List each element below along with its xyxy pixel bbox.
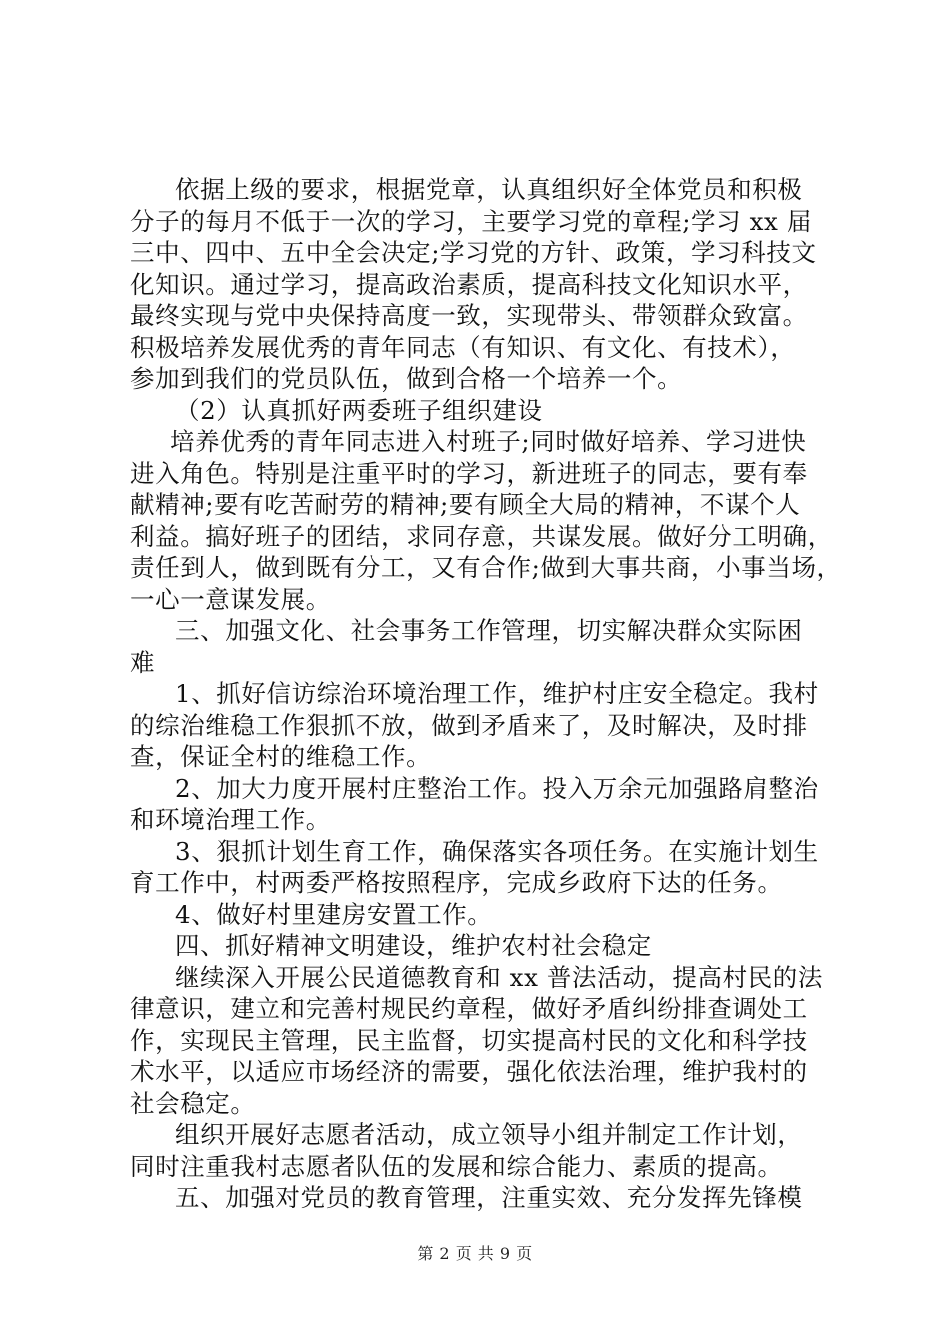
section-heading: 五、加强对党员的教育管理，注重实效、充分发挥先锋模: [175, 1183, 803, 1212]
section-heading: （2）认真抓好两委班子组织建设: [175, 395, 543, 425]
section-heading: 三、加强文化、社会事务工作管理，切实解决群众实际困: [175, 616, 803, 645]
text-line: 依据上级的要求，根据党章，认真组织好全体党员和积极: [175, 175, 803, 204]
text-line: 化知识。通过学习，提高政治素质，提高科技文化知识水平，: [130, 269, 808, 299]
text-line: 参加到我们的党员队伍，做到合格一个培养一个。: [130, 364, 683, 393]
page-footer: 第 2 页 共 9 页: [417, 1244, 533, 1263]
text-line: 查，保证全村的维稳工作。: [130, 742, 432, 771]
text-line: 利益。搞好班子的团结，求同存意，共谋发展。做好分工明确，: [130, 521, 833, 551]
text-line: 责任到人，做到既有分工，又有合作;做到大事共商，小事当场，: [130, 553, 842, 582]
text-line: 进入角色。特别是注重平时的学习，新进班子的同志，要有奉: [130, 458, 808, 488]
text-line: 组织开展好志愿者活动，成立领导小组并制定工作计划，: [175, 1120, 803, 1149]
text-line: 4、做好村里建房安置工作。: [175, 899, 493, 929]
text-line: 术水平，以适应市场经济的需要，强化依法治理，维护我村的: [130, 1057, 808, 1086]
text-line: 继续深入开展公民道德教育和 xx 普法活动，提高村民的法: [175, 962, 824, 992]
text-line: 培养优秀的青年同志进入村班子;同时做好培养、学习进快: [170, 427, 807, 456]
text-line: 三中、四中、五中全会决定;学习党的方针、政策，学习科技文: [130, 238, 817, 267]
text-line: 和环境治理工作。: [130, 805, 331, 834]
text-line: 一心一意谋发展。: [130, 584, 331, 614]
text-line: 同时注重我村志愿者队伍的发展和综合能力、素质的提高。: [130, 1151, 783, 1181]
text-line: 1、抓好信访综治环境治理工作，维护村庄安全稳定。我村: [175, 679, 819, 708]
text-line: 分子的每月不低于一次的学习，主要学习党的章程;学习 xx 届: [130, 206, 812, 236]
text-line: 最终实现与党中央保持高度一致，实现带头、带领群众致富。: [130, 301, 808, 330]
text-line: 的综治维稳工作狠抓不放，做到矛盾来了，及时解决，及时排: [130, 710, 808, 740]
text-line: 2、加大力度开展村庄整治工作。投入万余元加强路肩整治: [175, 773, 819, 803]
text-line: 献精神;要有吃苦耐劳的精神;要有顾全大局的精神，不谋个人: [130, 490, 801, 519]
text-line: 难: [130, 647, 156, 677]
text-line: 3、狠抓计划生育工作，确保落实各项任务。在实施计划生: [175, 836, 819, 866]
text-line: 律意识，建立和完善村规民约章程，做好矛盾纠纷排查调处工: [130, 994, 808, 1023]
section-heading: 四、抓好精神文明建设，维护农村社会稳定: [175, 931, 652, 960]
text-line: 社会稳定。: [130, 1088, 256, 1118]
document-body: [130, 174, 842, 1214]
text-line: 积极培养发展优秀的青年同志（有知识、有文化、有技术），: [130, 332, 796, 362]
text-line: 作，实现民主管理，民主监督，切实提高村民的文化和科学技: [130, 1025, 808, 1055]
text-line: 育工作中，村两委严格按照程序，完成乡政府下达的任务。: [130, 868, 783, 897]
